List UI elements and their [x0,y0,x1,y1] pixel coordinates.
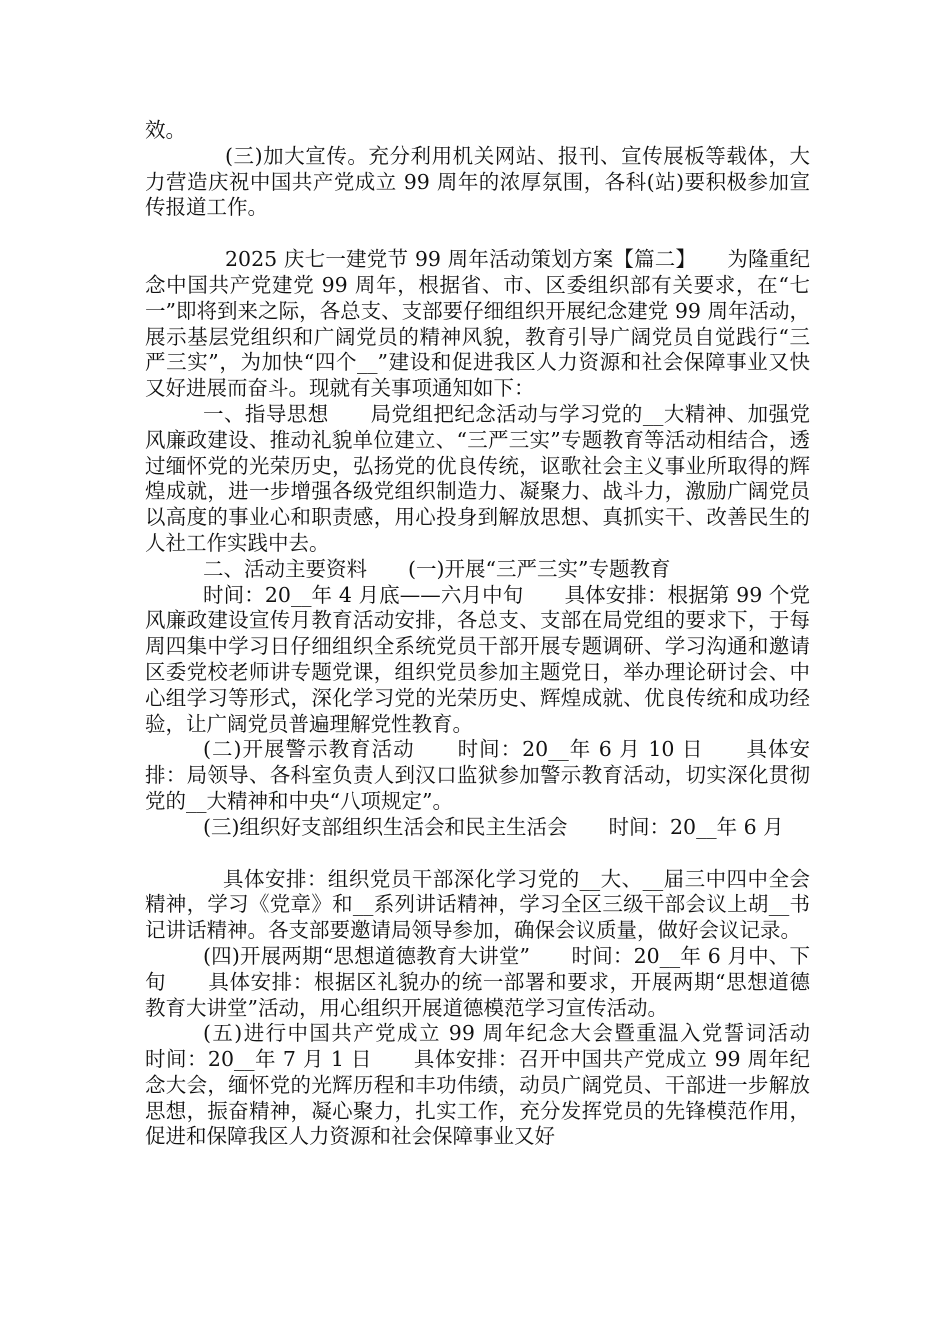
paragraph-activity-one: 时间：20__年 4 月底——六月中旬 具体安排：根据第 99 个党风廉政建设宣传月教育活动安排，各总支、支部在局党组的要求下，于每周四集中学习日仔细组织全系统党员干部开展专题调研、学习沟通和邀请区委党校老师讲专题党课，组织党员参加主题党日，举办理论研讨会、中心组学习等形式，深化学习党的光荣历史、辉煌成就、优良传统和成功经验，让广阔党员普遍理解党性教育。 [145,582,810,736]
paragraph-continuation: 效。 [145,118,186,142]
paragraph-main-content: 二、活动主要资料 (一)开展“三严三实”专题教育 [203,556,671,581]
paragraph-guiding-thought: 一、指导思想 局党组把纪念活动与学习党的__大精神、加强党风廉政建设、推动礼貌单位建立、“三严三实”专题教育等活动相结合，透过缅怀党的光荣历史，弘扬党的优良传统，讴歌社会主义事业所取得的辉煌成就，进一步增强各级党组织制造力、凝聚力、战斗力，激励广阔党员以高度的事业心和职责感，用心投身到解放思想、真抓实干、改善民生的人社工作实践中去。 [145,401,810,555]
paragraph-activity-five: (五)进行中国共产党成立 99 周年纪念大会暨重温入党誓词活动 时间：20__年 7 月 1 日 具体安排：召开中国共产党成立 99 周年纪念大会，缅怀党的光辉历程和丰功伟绩，动员广阔党员、干部进一步解放思想，振奋精神，凝心聚力，扎实工作，充分发挥党员的先锋模范作用，促进和保障我区人力资源和社会保障事业又好 [145,1021,851,1149]
paragraph-activity-four: (四)开展两期“思想道德教育大讲堂” 时间：20__年 6 月中、下旬 具体安排：根据区礼貌办的统一部署和要求，开展两期“思想道德教育大讲堂”活动，用心组织开展道德模范学习宣传活动。 [145,943,810,1020]
paragraph-activity-three-detail: 具体安排：组织党员干部深化学习党的__大、__届三中四中全会精神，学习《党章》和__系列讲话精神，学习全区三级干部会议上胡__书记讲话精神。各支部要邀请局领导参加，确保会议质量，做好会议记录。 [145,866,810,943]
document-page [145,118,851,1150]
paragraph-activity-three: (三)组织好支部组织生活会和民主生活会 时间：20__年 6 月 [203,814,784,839]
paragraph-plan-intro: 2025 庆七一建党节 99 周年活动策划方案【篇二】 为隆重纪念中国共产党建党 99 周年，根据省、市、区委组织部有关要求，在“七一”即将到来之际，各总支、支部要仔细组织开展纪念建党 99 周年活动，展示基层党组织和广阔党员的精神风貌，教育引导广阔党员自觉践行“三严三实”，为加快“四个__”建设和促进我区人力资源和社会保障事业又快又好进展而奋斗。现就有关事项通知如下： [145,247,810,401]
paragraph-publicity: (三)加大宣传。充分利用机关网站、报刊、宣传展板等载体，大力营造庆祝中国共产党成立 99 周年的浓厚氛围，各科(站)要积极参加宣传报道工作。 [145,143,810,220]
paragraph-activity-two: (二)开展警示教育活动 时间：20__年 6 月 10 日 具体安排：局领导、各科室负责人到汉口监狱参加警示教育活动，切实深化贯彻党的__大精神和中央“八项规定”。 [145,737,810,813]
